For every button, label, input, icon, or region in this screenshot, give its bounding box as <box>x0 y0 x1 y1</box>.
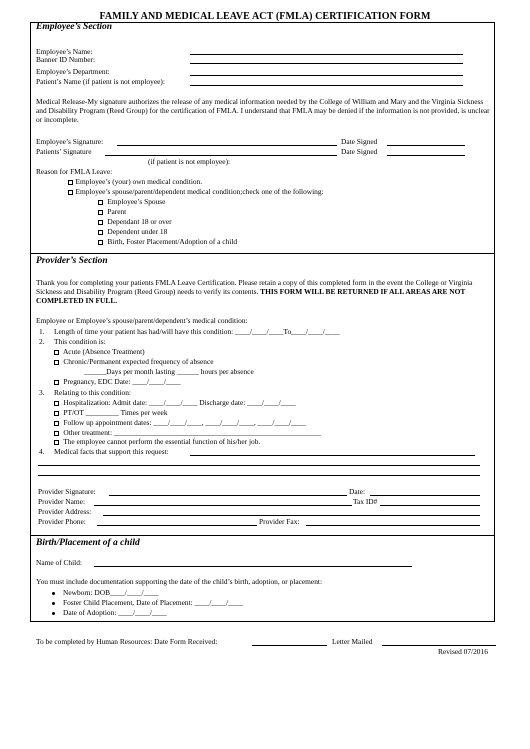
birth-item-text: Foster Child Placement, Date of Placement: ____/____/____ <box>63 598 244 607</box>
option-label: Birth, Foster Placement/Adoption of a child <box>107 237 238 246</box>
q-number: 4. <box>39 447 45 456</box>
option-label: Other treatment: ________________________________________________________ <box>63 428 321 437</box>
provider-date-field[interactable] <box>370 495 480 496</box>
medical-facts-line[interactable] <box>38 465 480 466</box>
date-signed-label-1: Date Signed <box>341 137 378 146</box>
provider-signature-label: Provider Signature: <box>38 487 96 496</box>
family-option[interactable] <box>98 197 165 206</box>
family-option[interactable] <box>98 237 237 246</box>
provider-fax-label: Provider Fax: <box>259 517 300 526</box>
checkbox[interactable] <box>54 380 59 385</box>
date-signed-label-2: Date Signed <box>341 147 378 156</box>
birth-section-heading: Birth/Placement of a child <box>36 538 140 548</box>
medical-facts-line[interactable] <box>190 455 475 456</box>
banner-id-field[interactable] <box>190 63 463 64</box>
date-signed-field-1[interactable] <box>387 145 465 146</box>
checkbox[interactable] <box>98 220 103 225</box>
q-number: 3. <box>39 388 45 397</box>
q3-option[interactable] <box>54 437 260 446</box>
provider-address-field[interactable] <box>103 515 480 516</box>
patient-name-label: Patient’s Name (if patient is not employee): <box>36 77 165 86</box>
checkbox[interactable] <box>68 180 73 185</box>
reason-own-label: Employee’s (your) own medical condition. <box>75 177 203 186</box>
reason-family-option[interactable] <box>68 187 324 196</box>
birth-item <box>52 598 243 607</box>
employee-signature-label: Employee’s Signature: <box>36 137 104 146</box>
checkbox[interactable] <box>98 210 103 215</box>
employee-section-heading: Employee’s Section <box>36 22 113 32</box>
bullet-icon <box>52 592 55 595</box>
hr-date-received-field[interactable] <box>252 645 327 646</box>
q2-option[interactable] <box>54 347 145 356</box>
section-divider <box>30 535 495 536</box>
q2-option[interactable] <box>54 377 181 386</box>
patient-signature-label: Patients’ Signature <box>36 147 92 156</box>
birth-item-text: Newborn: DOB____/____/____ <box>63 588 159 597</box>
option-label: Dependent under 18 <box>107 227 168 236</box>
provider-phone-field[interactable] <box>97 525 257 526</box>
condition-label: Employee or Employee’s spouse/parent/dependent’s medical condition: <box>36 316 248 325</box>
employee-dept-label: Employee’s Department: <box>36 67 110 76</box>
provider-intro-text <box>36 278 492 305</box>
q3-option[interactable] <box>54 398 296 407</box>
form-title: FAMILY AND MEDICAL LEAVE ACT (FMLA) CERTIFICATION FORM <box>99 11 431 22</box>
medical-facts-line[interactable] <box>38 475 480 476</box>
letter-mailed-label: Letter Mailed <box>332 637 373 646</box>
q3-option[interactable] <box>54 408 168 417</box>
provider-date-label: Date: <box>349 487 366 496</box>
hr-date-received-label: To be completed by Human Resources: Date Form Received: <box>36 637 218 646</box>
banner-id-label: Banner ID Number: <box>36 55 96 64</box>
q4-text: Medical facts that support this request: <box>54 447 169 456</box>
birth-item <box>52 588 158 597</box>
checkbox[interactable] <box>68 190 73 195</box>
patient-signature-field[interactable] <box>105 155 337 156</box>
option-label: PT/OT _________ Times per week <box>63 408 168 417</box>
option-label: Pregnancy, EDC Date: ____/____/____ <box>63 377 181 386</box>
provider-name-label: Provider Name: <box>38 497 85 506</box>
intro-text: Thank you for completing your patients FMLA Leave Certification. Please retain a copy of this completed form in the event the College or Virginia Sickness and Disability Program (Reed Group) needs to verify its contents. <box>36 278 473 296</box>
birth-item-text: Date of Adoption: ____/____/____ <box>63 608 167 617</box>
medical-release-text: Medical Release-My signature authorizes the release of any medical information needed by the College of William and Mary and the Virginia Sickness and Disability Program (Reed Group) for the certification of FMLA. I understand that FMLA may be denied if the information is not provided, is unclear or incomplete. <box>36 97 490 124</box>
employee-signature-field[interactable] <box>117 145 337 146</box>
child-name-label: Name of Child: <box>36 558 82 567</box>
if-patient-label: (if patient is not employee): <box>148 157 231 166</box>
q3-text: Relating to this condition: <box>54 388 131 397</box>
q2-text: This condition is: <box>54 337 106 346</box>
checkbox[interactable] <box>54 431 59 436</box>
patient-name-field[interactable] <box>190 85 463 86</box>
checkbox[interactable] <box>54 421 59 426</box>
tax-id-field[interactable] <box>380 505 480 506</box>
checkbox[interactable] <box>54 411 59 416</box>
provider-address-label: Provider Address: <box>38 507 92 516</box>
checkbox[interactable] <box>98 200 103 205</box>
checkbox[interactable] <box>54 401 59 406</box>
q3-option[interactable] <box>54 428 321 437</box>
family-option[interactable] <box>98 207 126 216</box>
intro-bold-text: THIS FORM WILL BE RETURNED IF ALL AREAS ARE NOT COMPLETED IN FULL. <box>36 287 466 305</box>
option-label: Parent <box>107 207 127 216</box>
child-name-field[interactable] <box>94 566 412 567</box>
documentation-text: You must include documentation supporting the date of the child’s birth, adoption, or placement: <box>36 577 322 586</box>
option-label: Employee’s Spouse <box>107 197 166 206</box>
reason-own-option[interactable] <box>68 177 202 186</box>
option-label: Follow up appointment dates: ____/____/____, ____/____/____, ____/____/____ <box>63 418 307 427</box>
family-option[interactable] <box>98 227 167 236</box>
provider-signature-field[interactable] <box>109 495 347 496</box>
tax-id-label: Tax ID# <box>353 497 378 506</box>
employee-dept-field[interactable] <box>190 75 463 76</box>
revised-date: Revised 07/2016 <box>438 647 488 656</box>
q1-text: Length of time your patient has had/will have this condition: ____/____/____To____/____/____ <box>54 327 340 336</box>
employee-name-label: Employee’s Name: <box>36 47 93 56</box>
q-number: 2. <box>39 337 45 346</box>
option-label: The employee cannot perform the essential function of his/her job. <box>63 437 261 446</box>
q-number: 1. <box>39 327 45 336</box>
checkbox[interactable] <box>54 440 59 445</box>
q2-option[interactable] <box>54 357 214 366</box>
q2-days-text: ______Days per month lasting ______ hours per absence <box>84 367 254 376</box>
option-label: Acute (Absence Treatment) <box>62 347 145 356</box>
bullet-icon <box>52 612 55 615</box>
reason-family-label: Employee’s spouse/parent/dependent medical condition;check one of the following: <box>75 187 324 196</box>
section-divider <box>30 253 495 254</box>
option-label: Chronic/Permanent expected frequency of absence <box>63 357 214 366</box>
bullet-icon <box>52 602 55 605</box>
provider-section-heading: Provider’s Section <box>36 256 108 266</box>
provider-fax-field[interactable] <box>306 525 480 526</box>
checkbox[interactable] <box>54 360 59 365</box>
letter-mailed-field[interactable] <box>382 645 496 646</box>
checkbox[interactable] <box>98 240 103 245</box>
checkbox[interactable] <box>54 350 59 355</box>
provider-phone-label: Provider Phone: <box>38 517 86 526</box>
option-label: Hospitalization: Admit date: ____/____/____ Discharge date: ____/____/____ <box>63 398 296 407</box>
family-option[interactable] <box>98 217 172 226</box>
employee-name-field[interactable] <box>190 54 463 55</box>
checkbox[interactable] <box>98 230 103 235</box>
q3-option[interactable] <box>54 418 306 427</box>
provider-name-field[interactable] <box>94 505 352 506</box>
date-signed-field-2[interactable] <box>387 155 465 156</box>
reason-label: Reason for FMLA Leave: <box>36 167 113 176</box>
birth-item <box>52 608 167 617</box>
option-label: Dependant 18 or over <box>107 217 172 226</box>
